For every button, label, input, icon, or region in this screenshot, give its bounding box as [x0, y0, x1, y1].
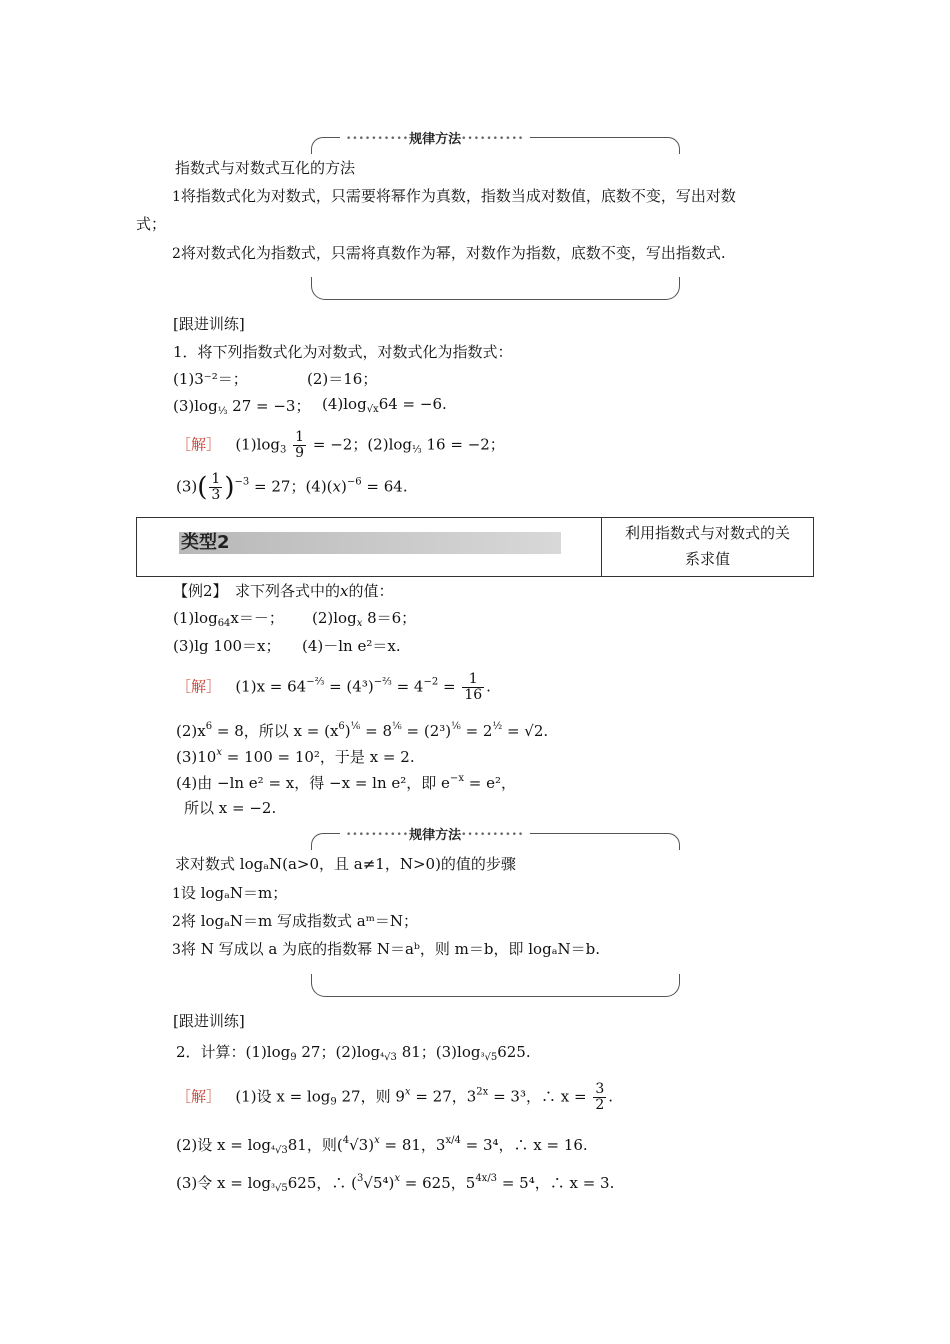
method-box-2-title: ••••••••••规律方法••••••••••	[340, 824, 530, 843]
example2-solution-line3: (3)10$^x$ = 100 = 10²，于是 x = 2.	[176, 747, 415, 766]
method2-item3: 3将 N 写成以 a 为底的指数幂 N＝aᵇ，则 m＝b，即 logₐN＝b.	[172, 940, 600, 958]
q1-part3: $(3)\log_{\frac{1}{3}}$ 27 = −3；	[173, 397, 311, 417]
practice-label-2: [跟进训练]	[173, 1012, 245, 1030]
q1-stem: 1．将下列指数式化为对数式，对数式化为指数式：	[173, 343, 513, 361]
method1-item1-cont: 式；	[136, 215, 167, 233]
q1-part4: $(4)\log_{√x}64 = -6$.	[322, 395, 447, 415]
practice-label-1: [跟进训练]	[173, 315, 245, 333]
type2-description: 利用指数式与对数式的关 系求值	[601, 518, 813, 576]
q2-stem: 2．计算：$(1)\log_9$ 27；$(2)\log_{^4√3}$ 81；$(3)\log_{^3√5}625$.	[176, 1043, 531, 1063]
example2-solution-line1: ［解］ $(1)x = 64^{-\frac{2}{3}} = (4^3)^{-\frac{2}{3}} = 4^{-2}$ = $\frac{1}{16}$ .	[176, 671, 491, 703]
method-box-1-bottom	[311, 277, 680, 300]
example2-stem: 【例2】 求下列各式中的x的值：	[173, 582, 394, 600]
type2-label: 类型2	[181, 532, 230, 553]
q2-solution-line1: ［解］ (1)设 $x = \log_9 27$，则 9$^x$ = 27，$3^{2x} = 3^3$，∴ x = $\frac{3}{2}$ .	[176, 1081, 614, 1113]
type2-header	[136, 517, 814, 577]
example2-solution-line2: $(2)x^6 = 8$，所以 $x = (x^6)^{\frac{1}{6}} = 8^{\frac{1}{6}} = (2^3)^{\frac{1}{6}} = 2^{\frac{1}{2}} = √2$.	[176, 721, 549, 740]
example2-solution-line5: 所以 x = −2.	[184, 799, 277, 817]
type2-banner	[179, 532, 561, 554]
example2-part3: (3)lg 100＝x；	[173, 637, 281, 655]
q1-solution-line2: (3)( $\frac{1}{3}$ )$^{-3}$ = 27；$(4)(x)^{-6} = 64$.	[176, 471, 408, 503]
method2-item2: 2将 logₐN＝m 写成指数式 aᵐ＝N；	[172, 912, 419, 930]
q2-solution-line3: (3)令 $x = \log_{^3√5}625$，∴ $(^3√5^4)^x = 625$，$5^{4x/3} = 5^4$，∴ x = 3.	[176, 1173, 615, 1194]
method-box-2-bottom	[311, 974, 680, 997]
example2-part1: $(1)\log_{64}x=-$；	[173, 609, 284, 629]
method2-heading: 求对数式 logₐN(a>0，且 a≠1，N>0)的值的步骤	[175, 855, 516, 873]
q2-solution-line2: (2)设 $x = \log_{^4√3}81$，则$(^4√3)^x = 81$，$3^{x/4} = 3^4$，∴ x = 16.	[176, 1135, 588, 1156]
example2-part4: (4)－ln e²＝x.	[302, 637, 401, 655]
solution-label: ［解］	[176, 435, 222, 454]
method-box-1-title: ••••••••••规律方法••••••••••	[340, 128, 530, 147]
q1-solution-line1: ［解］ $(1)\log_3$ $\frac{1}{9}$ = −2；$(2)\log_{\frac{1}{3}}$ 16 = −2；	[176, 429, 505, 461]
method1-item2: 2将对数式化为指数式，只需将真数作为幂，对数作为指数，底数不变，写出指数式.	[172, 244, 726, 262]
example2-solution-line4: (4)由 −ln e² = x，得 −x = ln e²，即 $e^{-x} = e^2$，	[176, 773, 516, 792]
q1-part1: (1)3⁻²＝；	[173, 370, 248, 388]
q1-part2: (2)＝16；	[307, 370, 378, 388]
method-box-title-text: 规律方法	[409, 132, 462, 147]
method1-heading: 指数式与对数式互化的方法	[175, 159, 356, 177]
method2-item1: 1设 logₐN＝m；	[172, 884, 288, 902]
example2-part2: $(2)\log_x$ 8＝6；	[312, 609, 417, 629]
method1-item1: 1将指数式化为对数式，只需要将幂作为真数，指数当成对数值，底数不变，写出对数	[172, 187, 736, 205]
